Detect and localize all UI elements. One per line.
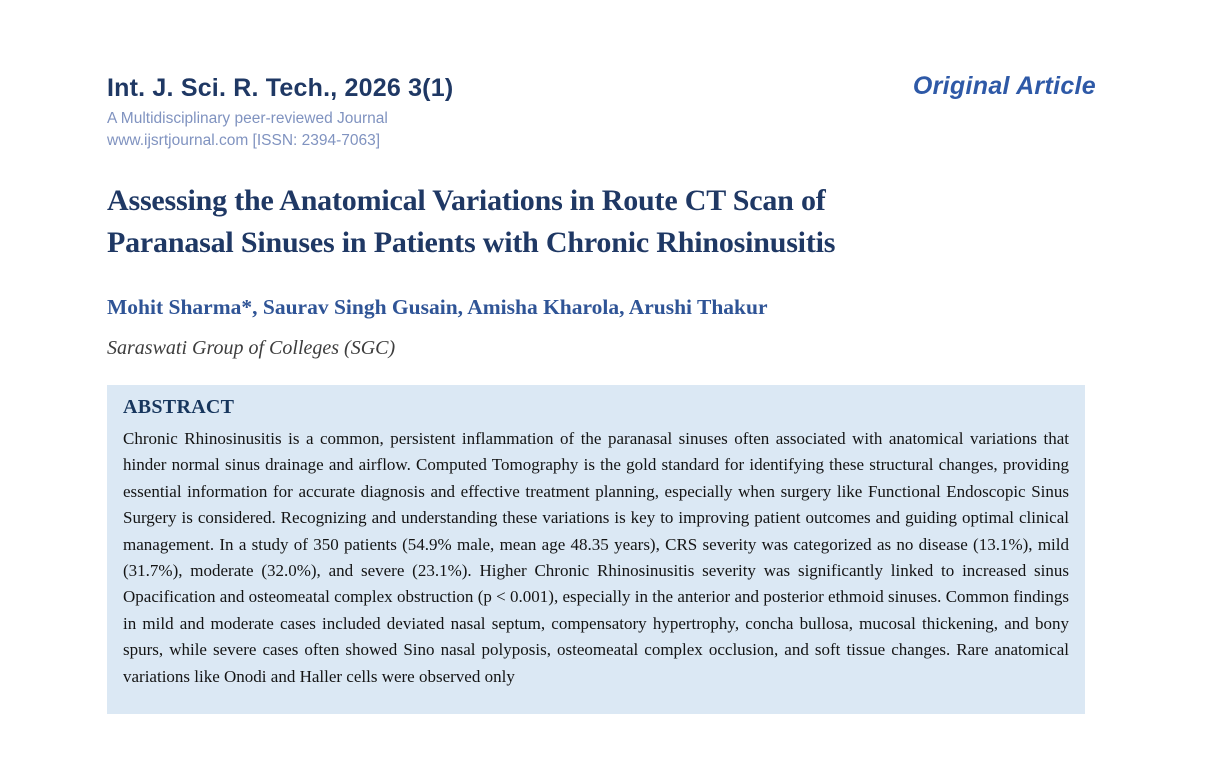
journal-website-issn: www.ijsrtjournal.com [ISSN: 2394-7063]	[107, 132, 381, 149]
journal-info-block	[107, 74, 453, 151]
journal-article-page	[0, 74, 1220, 769]
authors-line: Mohit Sharma*, Saurav Singh Gusain, Amisha Kharola, Arushi Thakur	[107, 295, 768, 319]
abstract-body-text: Chronic Rhinosinusitis is a common, persistent inflammation of the paranasal sinuses often associated with anatomical variations that hinder normal sinus drainage and airflow. Computed Tomography is the gold standard for identifying these structural changes, providing essential information for accurate diagnosis and effective treatment planning, especially when surgery like Functional Endoscopic Sinus Surgery is considered. Recognizing and understanding these variations is key to improving patient outcomes and guiding optimal clinical management. In a study of 350 patients (54.9% male, mean age 48.35 years), CRS severity was categorized as no disease (13.1%), mild (31.7%), moderate (32.0%), and severe (23.1%). Higher Chronic Rhinosinusitis severity was significantly linked to increased sinus Opacification and osteomeatal complex obstruction (p < 0.001), especially in the anterior and posterior ethmoid sinuses. Common findings in mild and moderate cases included deviated nasal septum, compensatory hypertrophy, concha bullosa, mucosal thickening, and bony spurs, while severe cases often showed Sino nasal polyposis, osteomeatal complex occlusion, and soft tissue changes. Rare anatomical variations like Onodi and Haller cells were observed only	[123, 429, 1069, 686]
journal-name: Int. J. Sci. R. Tech., 2026 3(1)	[107, 74, 454, 102]
abstract-panel	[107, 385, 1085, 714]
affiliation-line: Saraswati Group of Colleges (SGC)	[107, 337, 396, 359]
article-title-line-2: Paranasal Sinuses in Patients with Chronic Rhinosinusitis	[107, 226, 836, 259]
article-title	[107, 180, 1120, 264]
journal-masthead	[107, 74, 1096, 151]
article-type-label: Original Article	[912, 72, 1096, 100]
article-title-line-1: Assessing the Anatomical Variations in Route CT Scan of	[107, 184, 826, 217]
journal-tagline: A Multidisciplinary peer-reviewed Journal	[107, 110, 388, 127]
abstract-heading: ABSTRACT	[123, 396, 235, 418]
